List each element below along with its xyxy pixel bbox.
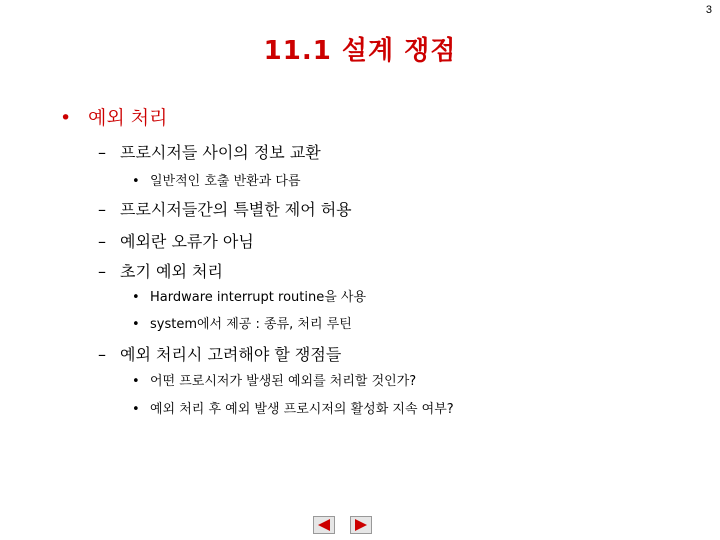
outline-subitem-text: 프로시저들 사이의 정보 교환 xyxy=(120,143,321,162)
outline-detail-activation-continues xyxy=(132,398,454,417)
bullet-marker: • xyxy=(132,374,140,389)
outline-item-exception-handling xyxy=(60,103,167,130)
dash-marker: – xyxy=(98,200,106,219)
outline-detail-text: 어떤 프로시저가 발생된 예외를 처리할 것인가? xyxy=(150,374,417,389)
outline-item-text: 예외 처리 xyxy=(88,107,168,129)
outline-detail-differs-from-return xyxy=(132,170,301,189)
outline-subitem-not-error xyxy=(98,229,254,252)
outline-detail-hardware-interrupt xyxy=(132,286,366,305)
outline-subitem-text: 초기 예외 처리 xyxy=(120,262,223,281)
outline-subitem-early-handling xyxy=(98,259,223,282)
bullet-marker: • xyxy=(132,290,140,305)
bullet-marker: • xyxy=(132,402,140,417)
next-slide-button[interactable] xyxy=(350,516,372,534)
dash-marker: – xyxy=(98,232,106,251)
outline-subitem-text: 프로시저들간의 특별한 제어 허용 xyxy=(120,200,352,219)
outline-subitem-design-issues xyxy=(98,342,341,365)
outline-subitem-text: 예외란 오류가 아님 xyxy=(120,232,254,251)
outline-subitem-special-control xyxy=(98,197,352,220)
triangle-right-icon xyxy=(351,517,371,533)
outline-detail-text: 예외 처리 후 예외 발생 프로시저의 활성화 지속 여부? xyxy=(150,402,454,417)
outline-detail-text: Hardware interrupt routine을 사용 xyxy=(150,290,367,305)
dash-marker: – xyxy=(98,262,106,281)
slide-page-number: 3 xyxy=(705,4,712,16)
bullet-marker: • xyxy=(132,174,140,189)
outline-detail-system-provided xyxy=(132,313,352,332)
dash-marker: – xyxy=(98,143,106,162)
previous-slide-button[interactable] xyxy=(313,516,335,534)
outline-detail-text: 일반적인 호출 반환과 다름 xyxy=(150,174,301,189)
outline-detail-which-procedure xyxy=(132,370,416,389)
bullet-marker: • xyxy=(60,107,72,129)
outline-subitem-info-exchange xyxy=(98,140,321,163)
triangle-left-icon xyxy=(314,517,334,533)
slide-title: 11.1 설계 쟁점 xyxy=(263,36,457,66)
dash-marker: – xyxy=(98,345,106,364)
outline-detail-text: system에서 제공 : 종류, 처리 루틴 xyxy=(150,317,352,332)
outline-subitem-text: 예외 처리시 고려해야 할 쟁점들 xyxy=(120,345,342,364)
bullet-marker: • xyxy=(132,317,140,332)
